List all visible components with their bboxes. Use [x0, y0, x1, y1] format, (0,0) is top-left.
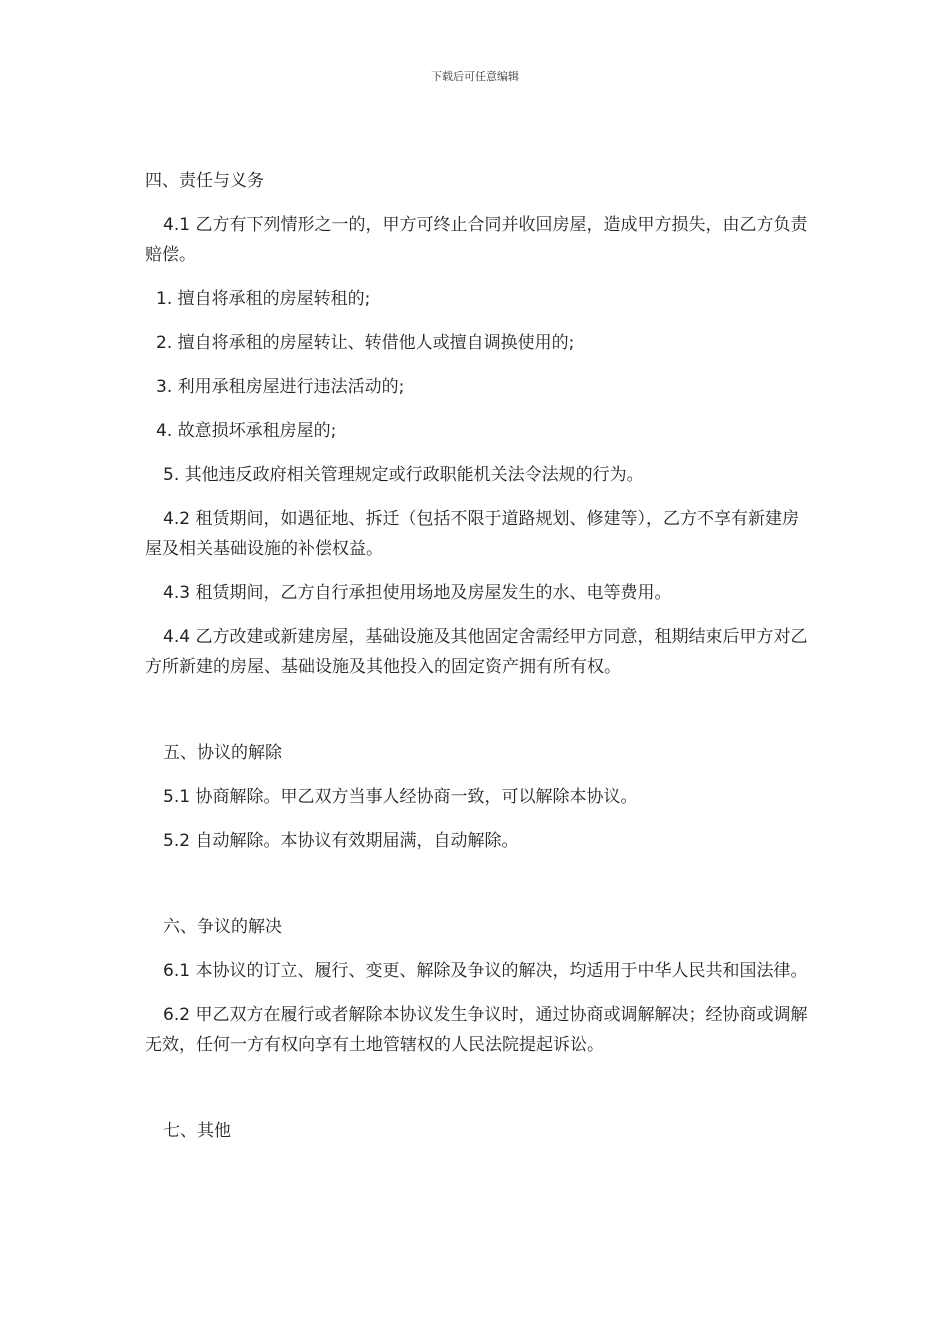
- clause-4-1-item-1: 1. 擅自将承租的房屋转租的;: [156, 289, 371, 309]
- clause-5-1: 5.1 协商解除。甲乙双方当事人经协商一致，可以解除本协议。: [163, 787, 638, 807]
- clause-4-1-item-5: 5. 其他违反政府相关管理规定或行政职能机关法令法规的行为。: [163, 465, 644, 485]
- clause-6-2: 6.2 甲乙双方在履行或者解除本协议发生争议时，通过协商或调解解决；经协商或调解无效，任何一方有权向享有土地管辖权的人民法院提起诉讼。: [145, 1005, 808, 1055]
- section-6-title: 六、争议的解决: [163, 917, 282, 937]
- clause-4-3: 4.3 租赁期间，乙方自行承担使用场地及房屋发生的水、电等费用。: [163, 583, 672, 603]
- clause-4-1-item-2: 2. 擅自将承租的房屋转让、转借他人或擅自调换使用的;: [156, 333, 575, 353]
- clause-4-1-item-3: 3. 利用承租房屋进行违法活动的;: [156, 377, 405, 397]
- clause-5-2: 5.2 自动解除。本协议有效期届满，自动解除。: [163, 831, 519, 851]
- clause-4-1: 4.1 乙方有下列情形之一的，甲方可终止合同并收回房屋，造成甲方损失，由乙方负责赔偿。: [145, 215, 808, 265]
- clause-4-2: 4.2 租赁期间，如遇征地、拆迁（包括不限于道路规划、修建等），乙方不享有新建房屋及相关基础设施的补偿权益。: [145, 509, 799, 559]
- section-7-title: 七、其他: [163, 1121, 231, 1141]
- clause-4-4: 4.4 乙方改建或新建房屋，基础设施及其他固定舍需经甲方同意，租期结束后甲方对乙方所新建的房屋、基础设施及其他投入的固定资产拥有所有权。: [145, 627, 808, 677]
- clause-4-1-item-4: 4. 故意损坏承租房屋的;: [156, 421, 337, 441]
- page-header-note: 下载后可任意编辑: [431, 70, 519, 83]
- clause-6-1: 6.1 本协议的订立、履行、变更、解除及争议的解决，均适用于中华人民共和国法律。: [163, 961, 808, 981]
- section-4-title: 四、责任与义务: [145, 171, 264, 191]
- section-5-title: 五、协议的解除: [163, 743, 282, 763]
- document-body: [145, 166, 810, 1146]
